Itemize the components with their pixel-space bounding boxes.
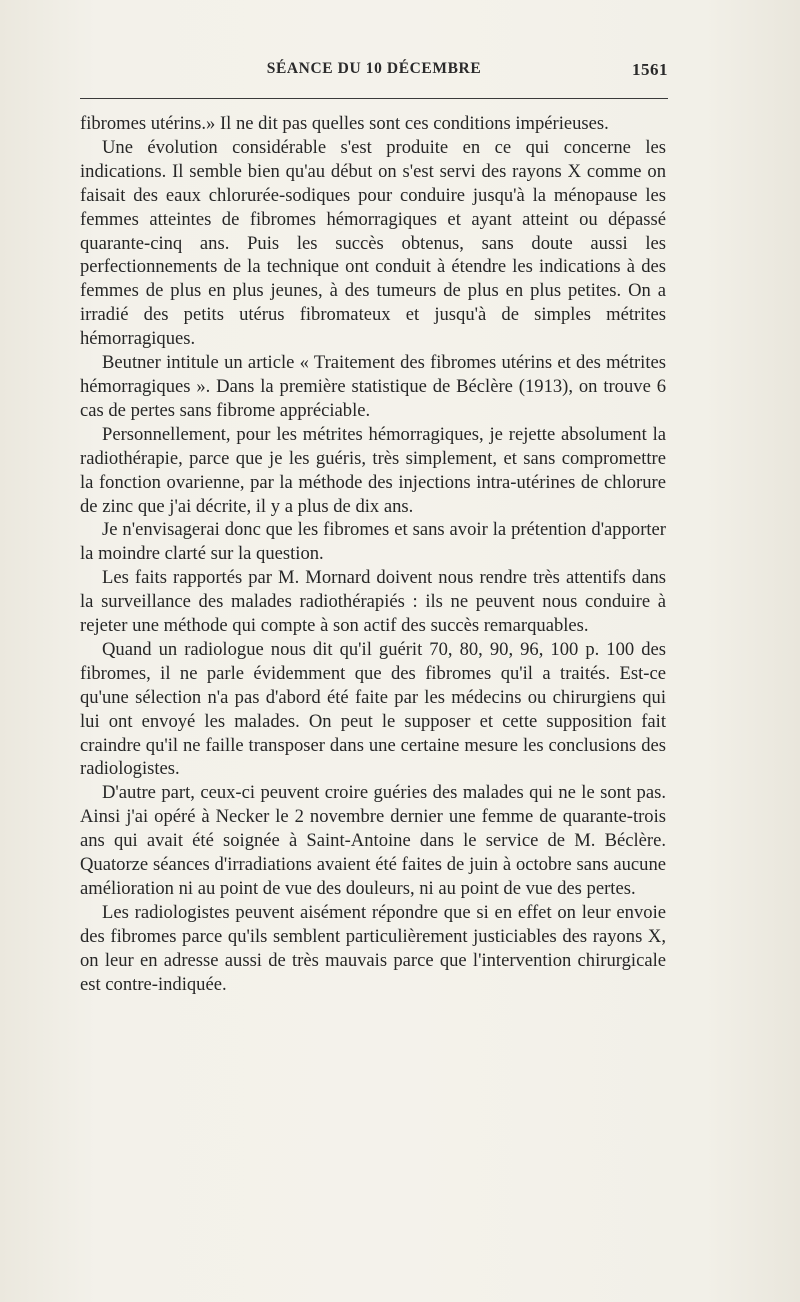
paragraph-guerison: D'autre part, ceux-ci peuvent croire guéries des malades qui ne le sont pas. Ainsi j'ai opéré à Necker le 2 novembre dernier une femme de quarante-trois ans qui avait été soignée à Saint-Antoine dans le service de M. Béclère. Quatorze séances d'irradiations avaient été faites de juin à octobre sans aucune amélioration ni au point de vue des douleurs, ni au point de vue des pertes. <box>80 782 666 899</box>
header-rule <box>80 98 668 99</box>
paragraph-radiologistes: Les radiologistes peuvent aisément répondre que si en effet on leur envoie des fibromes parce qu'ils semblent particulièrement justiciables des rayons X, on leur en adresse aussi de très mauvais parce que l'intervention chirurgicale est contre-indiquée. <box>80 901 666 995</box>
body-text <box>80 112 666 997</box>
paragraph-radiologue: Quand un radiologue nous dit qu'il guérit 70, 80, 90, 96, 100 p. 100 des fibromes, il ne parle évidemment que des fibromes qu'il a traités. Est-ce qu'une sélection n'a pas d'abord été faite par les médecins ou chirurgiens qui lui ont envoyé les malades. On peut le supposer et cette supposition fait craindre qu'il ne faille transposer dans une certaine mesure les conclusions des radiologistes. <box>80 638 666 780</box>
paragraph-evolution-indications: Une évolution considérable s'est produite en ce qui concerne les indications. Il semble bien qu'au début on s'est servi des rayons X comme on faisait des eaux chlorurée-sodiques pour conduire jusqu'à la ménopause les femmes atteintes de fibromes hémorragiques et ayant atteint ou dépassé quarante-cinq ans. Puis les succès obtenus, sans doute aussi les perfectionnements de la technique ont conduit à étendre les indications à des femmes de plus en plus jeunes, à des tumeurs de plus en plus petites. On a irradié des petits utérus fibromateux et jusqu'à de simples métrites hémorragiques. <box>80 136 666 350</box>
running-title: SÉANCE DU 10 DÉCEMBRE <box>266 60 482 77</box>
paragraph-mornard: Les faits rapportés par M. Mornard doivent nous rendre très attentifs dans la surveillance des malades radiothérapiés : ils ne peuvent nous conduire à rejeter une méthode qui compte à son actif des succès remarquables. <box>80 567 666 637</box>
paragraph-metrites: Personnellement, pour les métrites hémorragiques, je rejette absolument la radiothérapie, parce que je les guéris, très simplement, et sans compromettre la fonction ovarienne, par la méthode des injections intra-utérines de chlorure de zinc que j'ai décrite, il y a plus de dix ans. <box>80 423 666 517</box>
paragraph-beutner: Beutner intitule un article « Traitement des fibromes utérins et des métrites hémorragiques ». Dans la première statistique de Béclère (1913), on trouve 6 cas de pertes sans fibrome appréciable. <box>80 352 666 421</box>
page-number: 1561 <box>632 60 668 79</box>
page-header <box>80 60 668 86</box>
paragraph-fibromes: Je n'envisagerai donc que les fibromes et sans avoir la prétention d'apporter la moindre clarté sur la question. <box>80 519 666 565</box>
paragraph-continuation: fibromes utérins.» Il ne dit pas quelles sont ces conditions impérieuses. <box>80 113 609 134</box>
